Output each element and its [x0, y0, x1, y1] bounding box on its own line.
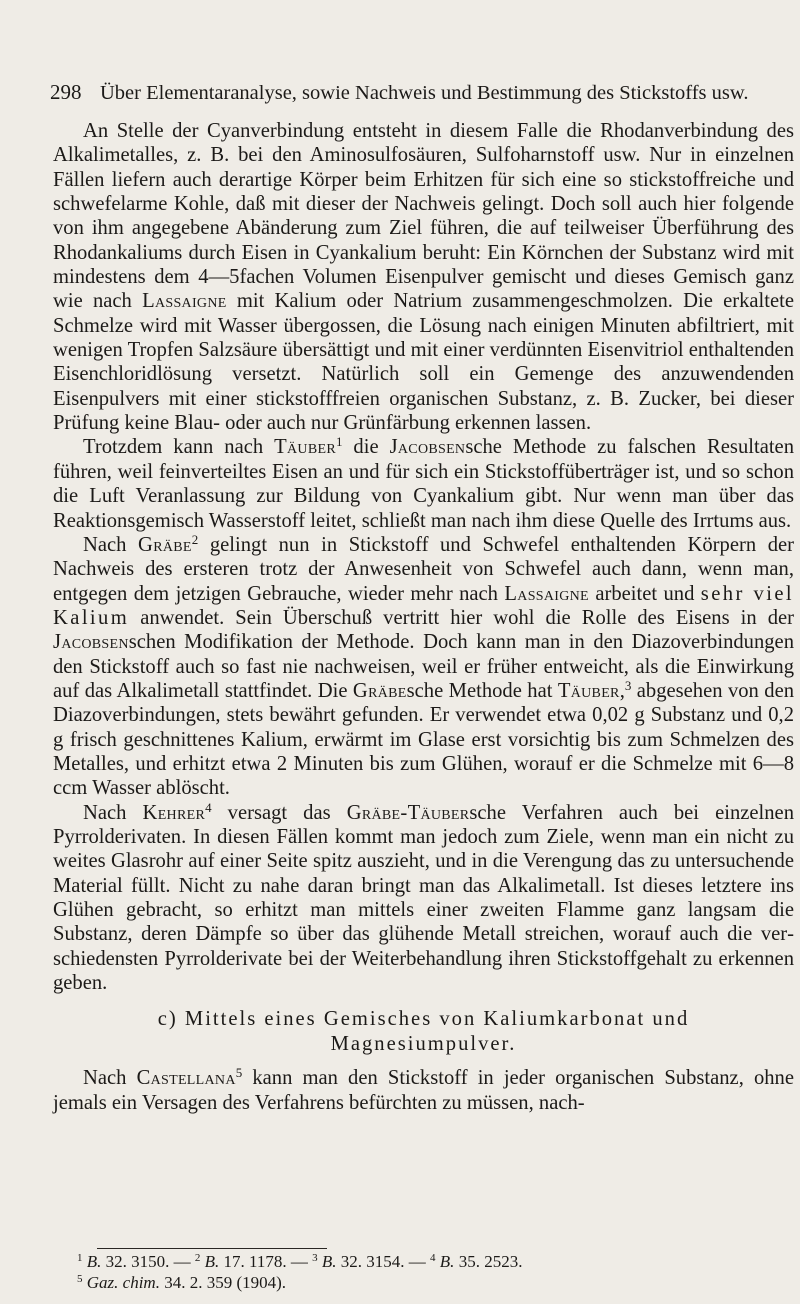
- author-name: Täuber: [274, 436, 336, 459]
- footnote-citation: 34. 2. 359 (1904).: [164, 1272, 287, 1292]
- text-run: Nach: [83, 533, 139, 556]
- footnote-ref: 5: [235, 1065, 243, 1081]
- text-run: Nach: [83, 801, 143, 824]
- author-name: Lassaigne: [504, 582, 589, 605]
- emphasis-spaced: sehr viel Kalium: [53, 582, 794, 629]
- section-subheading: [53, 1007, 794, 1056]
- paragraph-2: [53, 435, 794, 532]
- text-run: gelingt nun in Stickstoff und Schwefel enthaltenden Körpern der Nachweis des ersteren trotz der Anwesenheit von Schwefel auch dann, wenn man, entgegen dem jetzigen Gebrauche, wieder mehr nach: [53, 533, 794, 605]
- text-run: sche Verfahren auch bei einzelnen Pyrrolderivaten. In diesen Fällen kommt man jedoch zum Ziele, wenn man ein nicht zu weites Glasrohr auf einer Seite spitz auszieht, und in die Verengung das zu untersuchende Material füllt. Nicht zu nahe daran bringt man das Alkalimetall. Ist dieses letztere ins Glühen gebracht, so erhitzt man mittels einer zweiten Flamme ganz langsam die Substanz, deren Dämpfe so über das glühende Metall streichen, worauf auch die verschiedensten Pyrrolderivate bei der Weiterbehandlung ihren Stickstoffgehalt zu erkennen geben.: [53, 801, 794, 995]
- text-run: arbeitet und: [588, 582, 701, 605]
- footnote-ref-source: Gaz. chim.: [86, 1272, 160, 1292]
- paragraph-3: [53, 533, 794, 801]
- running-header: [50, 80, 792, 105]
- page-number: 298: [50, 80, 82, 104]
- body-text: [53, 119, 794, 1115]
- author-name: Gräbe: [138, 533, 192, 556]
- paragraph-5: [53, 1066, 794, 1115]
- author-name: Jacobsen: [53, 631, 129, 654]
- paragraph-4: [53, 801, 794, 996]
- footnote-line-1: [57, 1252, 797, 1273]
- footnote-rule: [97, 1248, 327, 1249]
- text-run: die: [342, 436, 390, 459]
- footnote-ref-source: B.: [86, 1252, 102, 1271]
- text-run: versagt das: [211, 801, 347, 824]
- text-run: mit Kalium oder Natrium zusammengeschmolzen. Die erkaltete Schmelze wird mit Wasser übergossen, die Lösung nach einigen Minuten abfiltriert, mit wenigen Tropfen Salzsäure übersättigt und mit einer verdünnten Eisenvitriol enthaltenden Eisenchloridlösung versetzt. Natürlich soll ein Gemenge des anzuwendenden Eisenpulvers mit einer stickstofffreien organischen Substanz, z. B. Zucker, bei dieser Prüfung keine Blau- oder auch nur Grünfärbung erkennen lassen.: [53, 290, 795, 435]
- footnote-number: 4: [430, 1252, 436, 1264]
- text-run: ,: [619, 679, 625, 702]
- running-title: Über Elementaranalyse, sowie Nachweis und Bestimmung des Stickstoffs usw.: [100, 82, 749, 104]
- author-name: Kehrer: [142, 801, 206, 824]
- author-name: Lassaigne: [142, 290, 227, 313]
- footnote-ref-source: B.: [321, 1252, 337, 1271]
- footnote-line-2: [57, 1273, 797, 1294]
- author-name: Castellana: [136, 1067, 236, 1090]
- subheading-line-1: c) Mittels eines Gemisches von Kaliumkarbonat und: [157, 1008, 690, 1031]
- text-run: schen Modifikation der Methode. Doch kann man in den Diazoverbindungen den Stickstoff auch so fast nie nachweisen, weil er früher entweicht, als die Einwirkung auf das Alkalimetall stattfindet. Die: [53, 631, 794, 702]
- footnote-ref-source: B.: [204, 1252, 220, 1271]
- author-name: Jacobsen: [389, 436, 466, 459]
- text-run: kann man den Stickstoff in jeder organischen Substanz, ohne jemals ein Versagen des Verfahrens befürchten zu müssen, nach-: [53, 1067, 794, 1114]
- subheading-line-2: Magnesiumpulver.: [330, 1032, 517, 1055]
- footnote-ref: 3: [624, 677, 632, 693]
- text-run: anwendet. Sein Überschuß vertritt hier wohl die Rolle des Eisens in der: [129, 606, 794, 629]
- paragraph-1: [53, 119, 794, 435]
- footnote-ref: 1: [335, 434, 343, 450]
- text-run: sche Methode hat: [406, 679, 558, 702]
- footnote-citation: 35. 2523.: [458, 1252, 523, 1271]
- author-name: Täuber: [557, 679, 620, 702]
- text-run: sche Methode zu falschen Resultaten führen, weil feinverteiltes Eisen an und für sich ein Stickstoffüberträger ist, und so schon die Luft Veranlassung zur Bildung von Cyankalium gibt. Nur wenn man über das Reaktionsgemisch Wasserstoff leitet, schließt man nach ihm diese Quelle des Irrtums aus.: [53, 436, 794, 532]
- text-run: Trotzdem kann nach: [83, 436, 275, 459]
- text-run: Nach: [83, 1067, 137, 1090]
- author-name: Gräbe-Täuber: [346, 801, 470, 824]
- footnotes: [57, 1252, 797, 1293]
- footnote-ref-source: B.: [439, 1252, 455, 1271]
- text-run: abgesehen von den Diazoverbindungen, stets bewährt gefunden. Er verwendet etwa 0,02 g Substanz und 0,2 g frisch geschnittenes Kalium, erwärmt im Glase erst vorsichtig bis zum Schmelzen des Metalles, und erhitzt etwa 2 Minuten bis zum Glühen, worauf er die Schmelze mit 6—8 ccm Wasser ablöscht.: [53, 679, 795, 800]
- author-name: Gräbe: [352, 679, 407, 702]
- text-run: An Stelle der Cyanverbindung entsteht in diesem Falle die Rhodanverbindung des Alkalimetalles, z. B. bei den Aminosulfosäuren, Sulfoharnstoff usw. Nur in einzelnen Fällen liefern auch derartige Körper beim Erhitzen für sich eine so stickstoffreiche und schwefelarme Kohle, daß mit dieser der Nachweis gelingt. Doch soll auch hier folgende von ihm angegebene Abänderung zum Ziel führen, die auf teilweiser Überführung des Rhodankaliums durch Eisen in Cyankalium beruht: Ein Körnchen der Substanz wird mit mindestens dem 4—5fachen Volumen Eisenpulver gemischt und dieses Gemisch ganz wie nach: [53, 120, 794, 313]
- footnote-number: 2: [194, 1252, 201, 1264]
- footnote-citation: 32. 3154. —: [340, 1252, 426, 1271]
- footnote-number: 1: [77, 1252, 83, 1264]
- footnote-ref: 2: [191, 531, 199, 547]
- footnote-ref: 4: [205, 799, 212, 815]
- footnote-number: 5: [77, 1272, 83, 1285]
- footnote-citation: 32. 3150. —: [105, 1252, 191, 1271]
- footnote-number: 3: [312, 1252, 318, 1264]
- footnote-citation: 17. 1178. —: [223, 1252, 308, 1271]
